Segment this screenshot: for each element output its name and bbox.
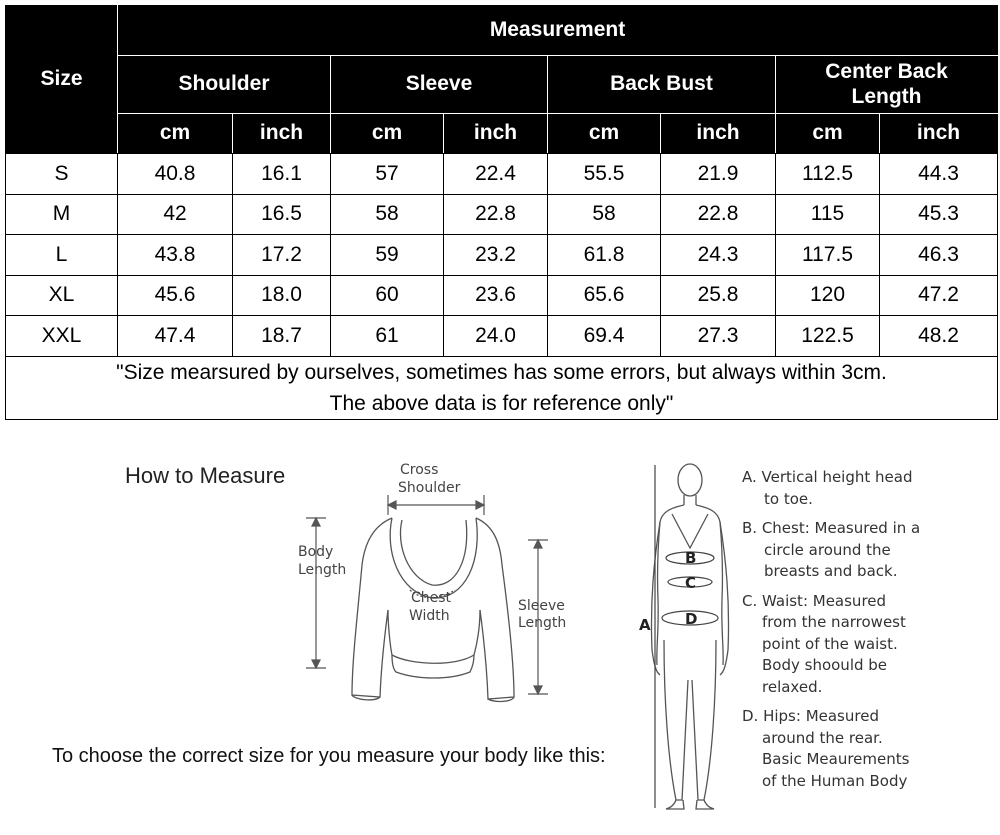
value-cell: 117.5 bbox=[776, 235, 880, 276]
legend-text: from the narrowest bbox=[762, 613, 906, 631]
chest-width-label-1: Chest bbox=[411, 590, 452, 606]
unit-header: inch bbox=[880, 114, 998, 154]
value-cell: 24.0 bbox=[444, 316, 548, 357]
value-cell: 27.3 bbox=[661, 316, 776, 357]
unit-header: cm bbox=[331, 114, 444, 154]
body-measure-lines bbox=[655, 465, 718, 808]
value-cell: 115 bbox=[776, 194, 880, 235]
unit-header: inch bbox=[661, 114, 776, 154]
legend-text: A. Vertical height head bbox=[742, 468, 913, 486]
jacket-labels bbox=[298, 462, 566, 631]
legend-text: of the Human Body bbox=[762, 771, 908, 790]
value-cell: 112.5 bbox=[776, 154, 880, 195]
value-cell: 122.5 bbox=[776, 316, 880, 357]
value-cell: 43.8 bbox=[118, 235, 233, 276]
value-cell: 46.3 bbox=[880, 235, 998, 276]
value-cell: 21.9 bbox=[661, 154, 776, 195]
table-row bbox=[6, 154, 998, 195]
table-row bbox=[6, 316, 998, 357]
size-header: Size bbox=[6, 6, 118, 154]
group-header-sleeve: Sleeve bbox=[331, 56, 548, 114]
cross-shoulder-label-1: Cross bbox=[400, 462, 439, 478]
value-cell: 58 bbox=[331, 194, 444, 235]
body-figure bbox=[651, 464, 728, 809]
legend-text: breasts and back. bbox=[764, 562, 898, 580]
group-header-shoulder: Shoulder bbox=[118, 56, 331, 114]
sleeve-length-label-2: Length bbox=[518, 615, 567, 631]
jacket-illustration bbox=[352, 518, 514, 701]
unit-header: inch bbox=[233, 114, 331, 154]
marker-c: C bbox=[685, 574, 697, 592]
measurement-legend bbox=[742, 467, 992, 792]
legend-text: C. Waist: Measured bbox=[742, 591, 887, 610]
value-cell: 22.8 bbox=[661, 194, 776, 235]
value-cell: 61 bbox=[331, 316, 444, 357]
legend-item-a bbox=[742, 467, 992, 510]
value-cell: 17.2 bbox=[233, 235, 331, 276]
value-cell: 16.5 bbox=[233, 194, 331, 235]
cross-shoulder-label-2: Shoulder bbox=[398, 480, 461, 496]
measurement-header: Measurement bbox=[118, 6, 998, 56]
legend-text: circle around the bbox=[764, 540, 891, 559]
legend-text: D. Hips: Measured bbox=[742, 707, 879, 725]
table-row bbox=[6, 235, 998, 276]
size-note-line-1: "Size mearsured by ourselves, sometimes has some errors, but always within 3cm. bbox=[116, 360, 887, 384]
unit-header: cm bbox=[776, 114, 880, 154]
value-cell: 40.8 bbox=[118, 154, 233, 195]
value-cell: 120 bbox=[776, 275, 880, 316]
sleeve-length-label-1: Sleeve bbox=[518, 598, 565, 614]
group-header-back-bust: Back Bust bbox=[548, 56, 776, 114]
size-cell: XXL bbox=[6, 316, 118, 357]
size-cell: S bbox=[6, 154, 118, 195]
size-cell: XL bbox=[6, 275, 118, 316]
legend-text: point of the waist. bbox=[762, 634, 898, 653]
value-cell: 59 bbox=[331, 235, 444, 276]
value-cell: 45.3 bbox=[880, 194, 998, 235]
size-cell: L bbox=[6, 235, 118, 276]
unit-header: cm bbox=[548, 114, 661, 154]
legend-text: around the rear. bbox=[762, 728, 883, 747]
legend-item-b bbox=[742, 518, 992, 583]
value-cell: 23.2 bbox=[444, 235, 548, 276]
body-markers bbox=[639, 549, 697, 634]
value-cell: 58 bbox=[548, 194, 661, 235]
body-length-label-1: Body bbox=[298, 544, 334, 560]
measure-arrows bbox=[306, 495, 548, 694]
value-cell: 25.8 bbox=[661, 275, 776, 316]
table-row bbox=[6, 275, 998, 316]
value-cell: 47.2 bbox=[880, 275, 998, 316]
value-cell: 60 bbox=[331, 275, 444, 316]
value-cell: 69.4 bbox=[548, 316, 661, 357]
value-cell: 42 bbox=[118, 194, 233, 235]
table-row bbox=[6, 194, 998, 235]
how-to-measure-title: How to Measure bbox=[125, 463, 286, 488]
legend-text: Basic Meaurements bbox=[762, 750, 910, 768]
legend-item-d bbox=[742, 706, 992, 792]
value-cell: 44.3 bbox=[880, 154, 998, 195]
value-cell: 61.8 bbox=[548, 235, 661, 276]
legend-text: relaxed. bbox=[762, 677, 823, 696]
size-note bbox=[6, 356, 998, 419]
marker-b: B bbox=[685, 549, 697, 567]
value-cell: 22.8 bbox=[444, 194, 548, 235]
body-length-label-2: Length bbox=[298, 562, 347, 578]
legend-item-c bbox=[742, 591, 992, 699]
value-cell: 57 bbox=[331, 154, 444, 195]
size-chart-table bbox=[5, 5, 998, 420]
value-cell: 16.1 bbox=[233, 154, 331, 195]
legend-text: to toe. bbox=[764, 489, 813, 508]
unit-header: cm bbox=[118, 114, 233, 154]
value-cell: 18.7 bbox=[233, 316, 331, 357]
chest-width-label-2: Width bbox=[409, 608, 450, 624]
size-note-line-2: The above data is for reference only" bbox=[329, 391, 674, 415]
value-cell: 24.3 bbox=[661, 235, 776, 276]
value-cell: 65.6 bbox=[548, 275, 661, 316]
size-cell: M bbox=[6, 194, 118, 235]
value-cell: 55.5 bbox=[548, 154, 661, 195]
group-header-center-back-length: Center Back Length bbox=[776, 56, 998, 114]
measure-instruction: To choose the correct size for you measure your body like this: bbox=[52, 745, 606, 767]
value-cell: 48.2 bbox=[880, 316, 998, 357]
value-cell: 45.6 bbox=[118, 275, 233, 316]
marker-a: A bbox=[639, 616, 651, 634]
value-cell: 47.4 bbox=[118, 316, 233, 357]
marker-d: D bbox=[685, 610, 698, 628]
legend-text: Body shoould be bbox=[762, 656, 888, 674]
value-cell: 22.4 bbox=[444, 154, 548, 195]
value-cell: 18.0 bbox=[233, 275, 331, 316]
legend-text: B. Chest: Measured in a bbox=[742, 519, 921, 537]
value-cell: 23.6 bbox=[444, 275, 548, 316]
unit-header: inch bbox=[444, 114, 548, 154]
